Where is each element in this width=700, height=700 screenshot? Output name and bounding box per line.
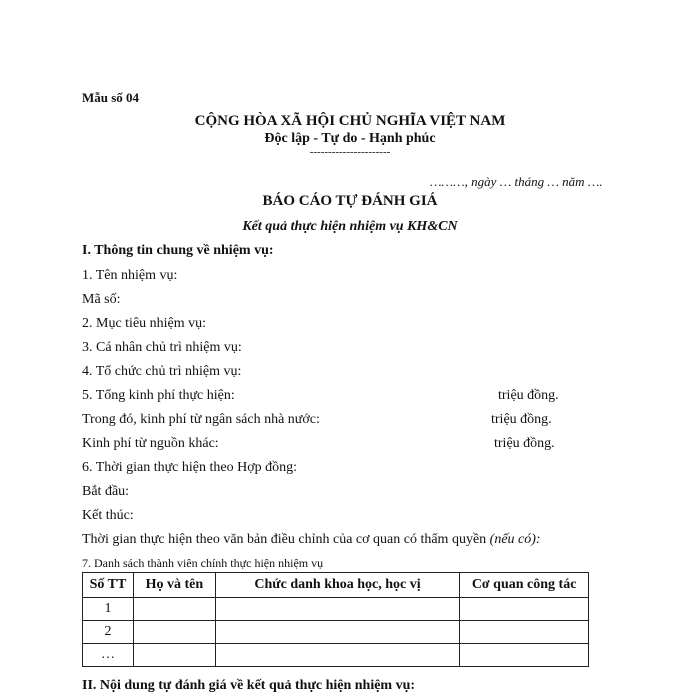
adjusted-duration-note: (nếu có):	[489, 532, 541, 547]
date-line: ………, ngày … tháng … năm ….	[430, 174, 603, 189]
report-title: BÁO CÁO TỰ ĐÁNH GIÁ	[262, 193, 438, 209]
nation-header: CỘNG HÒA XÃ HỘI CHỦ NGHĨA VIỆT NAM	[194, 113, 506, 129]
section1-heading: I. Thông tin chung về nhiệm vụ:	[82, 243, 274, 258]
col-header-name: Họ và tên	[133, 573, 215, 598]
col-header-org: Cơ quan công tác	[460, 573, 589, 598]
form-number: Mẫu số 04	[82, 90, 140, 105]
members-table	[82, 572, 589, 667]
adjusted-duration-label: Thời gian thực hiện theo văn bản điều chỉnh của cơ quan có thẩm quyền	[82, 532, 490, 547]
national-motto: Độc lập - Tự do - Hạnh phúc	[264, 131, 436, 146]
start-label: Bắt đầu:	[82, 484, 130, 499]
objective-label: 2. Mục tiêu nhiệm vụ:	[82, 316, 207, 331]
row-number: 1	[83, 598, 134, 621]
other-budget-label: Kinh phí từ nguồn khác:	[82, 436, 219, 451]
end-label: Kết thúc:	[82, 508, 134, 523]
col-header-no: Số TT	[83, 573, 134, 598]
code-label: Mã số:	[82, 292, 121, 307]
table-row	[83, 621, 589, 644]
row-number: 2	[83, 621, 134, 644]
state-budget-label: Trong đó, kinh phí từ ngân sách nhà nước:	[82, 412, 320, 427]
org-label: 4. Tổ chức chủ trì nhiệm vụ:	[82, 364, 242, 379]
duration-label: 6. Thời gian thực hiện theo Hợp đồng:	[82, 460, 297, 475]
table-row	[83, 644, 589, 667]
total-budget-label: 5. Tổng kinh phí thực hiện:	[82, 388, 235, 403]
task-name-label: 1. Tên nhiệm vụ:	[82, 268, 178, 283]
adjusted-duration-line	[82, 532, 541, 548]
members-label: 7. Danh sách thành viên chính thực hiện nhiệm vụ	[82, 556, 324, 570]
section2-heading: II. Nội dung tự đánh giá về kết quả thực hiện nhiệm vụ:	[82, 678, 416, 693]
row-number: …	[83, 644, 134, 667]
state-budget-unit: triệu đồng.	[491, 412, 552, 427]
col-header-title: Chức danh khoa học, học vị	[215, 573, 459, 598]
total-budget-unit: triệu đồng.	[498, 388, 559, 403]
table-row	[83, 598, 589, 621]
other-budget-unit: triệu đồng.	[494, 436, 555, 451]
header-rule: ----------------------	[309, 146, 391, 158]
leader-label: 3. Cá nhân chủ trì nhiệm vụ:	[82, 340, 242, 355]
report-subtitle: Kết quả thực hiện nhiệm vụ KH&CN	[242, 219, 458, 234]
table-header-row	[83, 573, 589, 598]
